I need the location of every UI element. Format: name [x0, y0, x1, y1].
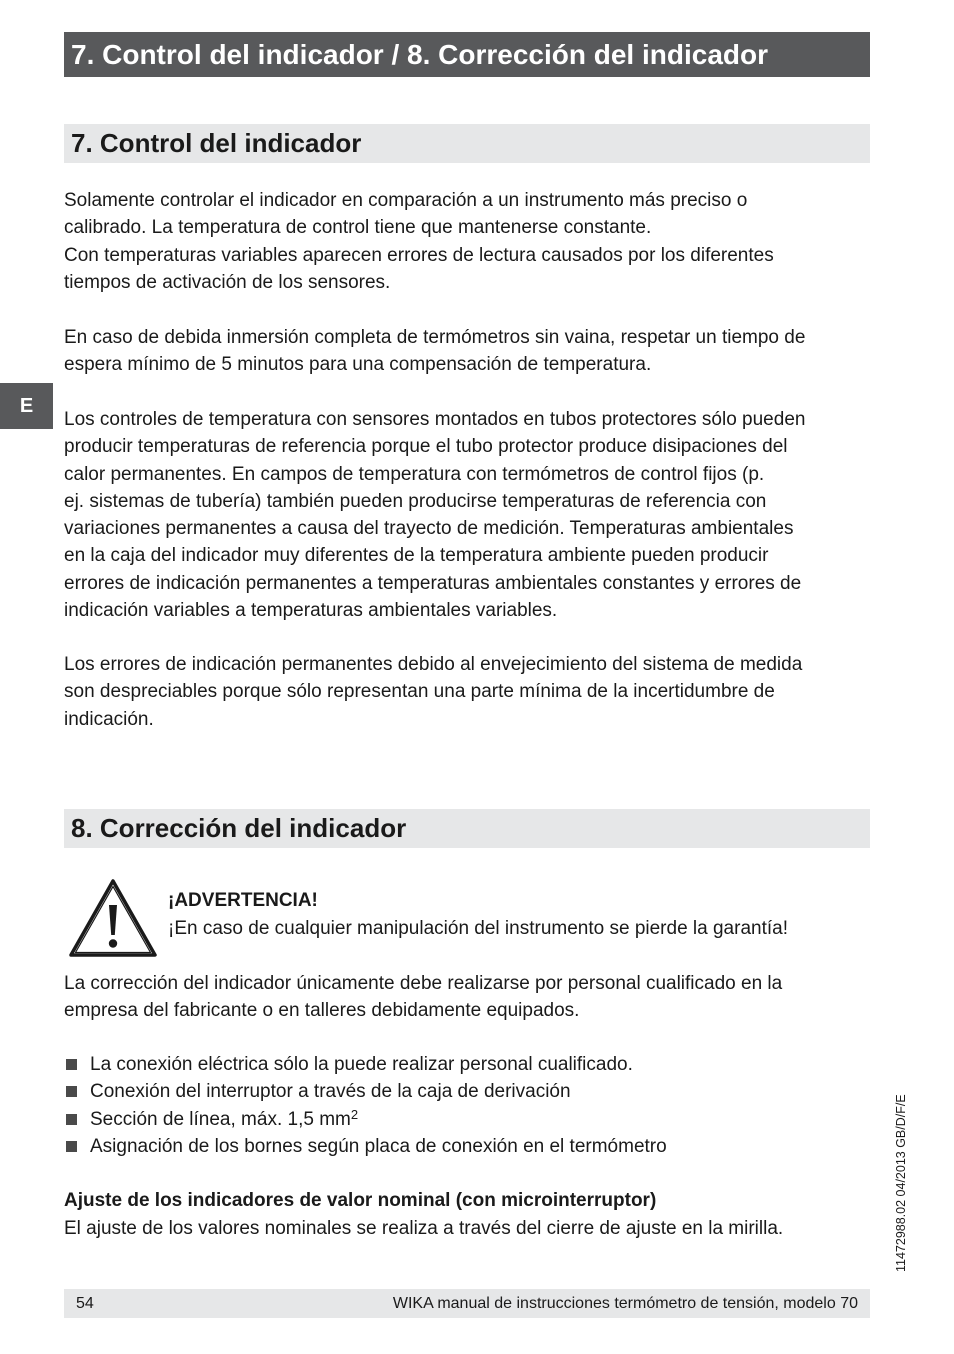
text-line: producir temperaturas de referencia porque el tubo protector produce disipaciones del — [64, 436, 788, 458]
manual-title: WIKA manual de instrucciones termómetro de tensión, modelo 70 — [392, 1295, 858, 1312]
warning-triangle-icon — [68, 878, 158, 958]
warning-title: ¡ADVERTENCIA! — [168, 890, 318, 911]
list-item-text: Conexión del interruptor a través de la caja de derivación — [90, 1081, 571, 1103]
text-line: son despreciables porque sólo representan una parte mínima de la incertidumbre de — [64, 681, 775, 703]
text-line: en la caja del indicador muy diferentes de la temperatura ambiente pueden producir — [64, 545, 769, 567]
text-line: calibrado. La temperatura de control tiene que mantenerse constante. — [64, 217, 652, 239]
language-tab: E — [0, 383, 53, 429]
section-7-title: 7. Control del indicador — [71, 128, 362, 158]
square-bullet-icon — [66, 1059, 77, 1070]
text-line: empresa del fabricante o en talleres debidamente equipados. — [64, 1000, 580, 1022]
list-item — [64, 1078, 667, 1105]
section-7-paragraph-3 — [64, 406, 864, 624]
section-7-paragraph-2 — [64, 324, 864, 379]
text-line: indicación. — [64, 708, 154, 730]
page-number: 54 — [76, 1295, 94, 1312]
page-title-bar — [64, 32, 870, 77]
text-line: La corrección del indicador únicamente debe realizarse por personal cualificado en la — [64, 973, 783, 994]
list-item — [64, 1051, 667, 1078]
text-line: ej. sistemas de tubería) también pueden producirse temperaturas de referencia con — [64, 490, 767, 512]
list-item — [64, 1133, 667, 1160]
section-7-heading — [64, 124, 870, 163]
list-item-text: Asignación de los bornes según placa de conexión en el termómetro — [90, 1135, 667, 1157]
section-8-title: 8. Corrección del indicador — [71, 813, 407, 843]
text-line: Con temperaturas variables aparecen errores de lectura causados por los diferentes — [64, 244, 774, 266]
square-bullet-icon — [66, 1141, 77, 1152]
text-line: indicación variables a temperaturas ambientales variables. — [64, 600, 558, 622]
text-line: Solamente controlar el indicador en comparación a un instrumento más preciso o — [64, 190, 748, 211]
list-item — [64, 1106, 667, 1133]
warning-text: ¡En caso de cualquier manipulación del instrumento se pierde la garantía! — [168, 918, 788, 939]
section-8-intro — [64, 970, 864, 1025]
text-line: espera mínimo de 5 minutos para una compensación de temperatura. — [64, 354, 652, 376]
text-line: En caso de debida inmersión completa de termómetros sin vaina, respetar un tiempo de — [64, 327, 806, 348]
superscript: 2 — [350, 1106, 359, 1122]
section-7-paragraph-4 — [64, 651, 864, 733]
text-line: Los controles de temperatura con sensores montados en tubos protectores sólo pueden — [64, 409, 806, 430]
document-code — [889, 1060, 913, 1272]
page-footer — [64, 1289, 870, 1318]
section-8-heading — [64, 809, 870, 848]
text-line: calor permanentes. En campos de temperatura con termómetros de control fijos (p. — [64, 463, 765, 485]
page-title: 7. Control del indicador / 8. Corrección del indicador — [71, 39, 769, 70]
list-item-text: La conexión eléctrica sólo la puede realizar personal cualificado. — [90, 1054, 633, 1075]
text-line: tiempos de activación de los sensores. — [64, 271, 391, 293]
requirements-list — [64, 1051, 667, 1160]
square-bullet-icon — [66, 1114, 77, 1125]
section-7-paragraph-1 — [64, 187, 864, 296]
square-bullet-icon — [66, 1086, 77, 1097]
document-code-text: 11472988.02 04/2013 GB/D/F/E — [894, 1094, 908, 1272]
subsection-heading: Ajuste de los indicadores de valor nominal (con microinterruptor) — [64, 1190, 657, 1211]
text-line: errores de indicación permanentes a temperaturas ambientales constantes y errores de — [64, 572, 802, 594]
list-item-text: Sección de línea, máx. 1,5 mm — [90, 1108, 351, 1130]
text-line: variaciones permanentes a causa del trayecto de medición. Temperaturas ambientales — [64, 518, 794, 540]
subsection-text: El ajuste de los valores nominales se realiza a través del cierre de ajuste en la mirilla. — [64, 1218, 784, 1239]
text-line: Los errores de indicación permanentes debido al envejecimiento del sistema de medida — [64, 654, 803, 675]
